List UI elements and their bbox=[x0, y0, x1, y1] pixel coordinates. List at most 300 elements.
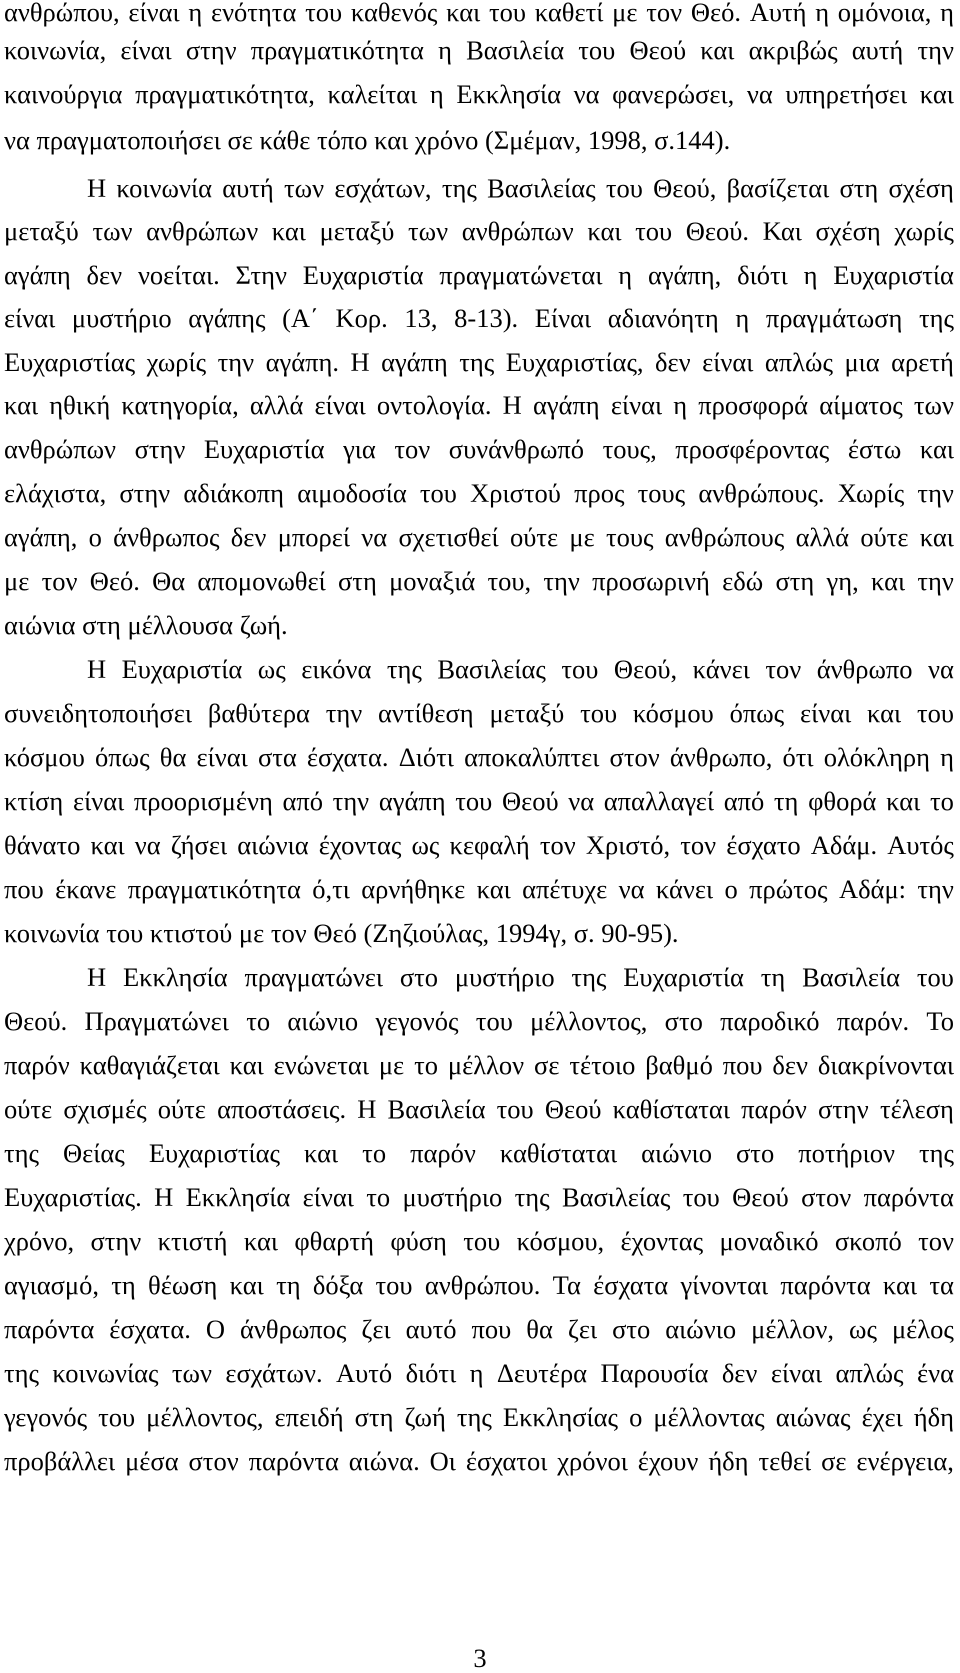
word: είναι bbox=[799, 698, 852, 728]
word: (Α΄ bbox=[282, 303, 319, 333]
word: και bbox=[271, 216, 306, 246]
word: πραγματικότητα bbox=[127, 874, 301, 904]
word: γεγονός bbox=[4, 1402, 88, 1432]
word: Είναι bbox=[534, 303, 592, 333]
text-line bbox=[4, 1269, 954, 1301]
word: Θεό. bbox=[690, 0, 741, 27]
word: παρόν bbox=[410, 1138, 476, 1168]
word: και bbox=[919, 434, 954, 464]
word: και bbox=[587, 216, 622, 246]
word: που bbox=[4, 874, 44, 904]
word: υπηρετήσει bbox=[785, 79, 908, 109]
word: την bbox=[917, 35, 954, 65]
word: μπορεί bbox=[277, 522, 351, 552]
text-line bbox=[4, 78, 954, 110]
word: Θεού bbox=[629, 35, 687, 65]
word: τον bbox=[680, 830, 717, 860]
word: του bbox=[455, 786, 493, 816]
word: η bbox=[803, 260, 818, 290]
word: Θεού bbox=[501, 786, 559, 816]
word: τεθεί bbox=[758, 1446, 812, 1476]
word: προσφέροντας bbox=[675, 434, 830, 464]
word: του bbox=[605, 173, 643, 203]
word: Εκκλησία bbox=[185, 1182, 291, 1212]
text-line bbox=[4, 1005, 954, 1037]
word: με bbox=[378, 1050, 405, 1080]
word: ενέργεια, bbox=[856, 1446, 954, 1476]
word: πραγματώνεται bbox=[439, 260, 603, 290]
word: είναι bbox=[196, 742, 248, 772]
word: τον bbox=[41, 566, 78, 596]
word: Η bbox=[87, 654, 107, 684]
word: μοναδικό bbox=[719, 1226, 819, 1256]
text-line bbox=[4, 1049, 954, 1081]
text-line bbox=[4, 0, 954, 28]
text-line bbox=[4, 1225, 954, 1257]
word: φθαρτή bbox=[294, 1226, 374, 1256]
word: να bbox=[746, 79, 773, 109]
word: ομόνοια, bbox=[837, 0, 932, 27]
word: ελάχιστα, bbox=[4, 478, 107, 508]
word: άνθρωπος bbox=[240, 1314, 347, 1344]
word: Ευχαριστίας, bbox=[505, 347, 644, 377]
text-line bbox=[87, 961, 954, 993]
word: Ευχαριστία bbox=[833, 260, 954, 290]
word: αγάπη. bbox=[265, 347, 339, 377]
word: μια bbox=[844, 347, 880, 377]
word: καθίσταται bbox=[612, 1094, 730, 1124]
word: αγάπη bbox=[4, 260, 71, 290]
word: αγιασμό, bbox=[4, 1270, 99, 1300]
word: θέωση bbox=[148, 1270, 218, 1300]
word: αδιανόητη bbox=[607, 303, 719, 333]
word: και bbox=[870, 566, 906, 596]
word: πρώτος bbox=[749, 874, 828, 904]
word: θα bbox=[526, 1314, 553, 1344]
word: ποτήριον bbox=[798, 1138, 895, 1168]
word: η bbox=[188, 0, 203, 27]
text-line bbox=[4, 302, 954, 334]
word: Βασιλεία bbox=[466, 35, 565, 65]
text-line bbox=[4, 215, 954, 247]
word: των bbox=[284, 173, 325, 203]
word: παρόντα bbox=[248, 1446, 339, 1476]
word: ανθρώπου, bbox=[4, 0, 120, 27]
text-line-content: αιώνια στη μέλλουσα ζωή. bbox=[4, 610, 288, 640]
word: Βασιλείας bbox=[487, 173, 596, 203]
word: κατηγορία, bbox=[121, 390, 239, 420]
word: στον bbox=[801, 1182, 852, 1212]
word: Διότι bbox=[398, 742, 454, 772]
word: τους bbox=[637, 478, 686, 508]
word: του bbox=[419, 478, 457, 508]
text-line bbox=[4, 1357, 954, 1389]
word: προορισμένη bbox=[133, 786, 273, 816]
word: καθενός bbox=[350, 0, 438, 27]
word: των bbox=[92, 216, 133, 246]
word: καινούργια bbox=[4, 79, 123, 109]
word: της bbox=[456, 1402, 492, 1432]
word: να bbox=[361, 522, 388, 552]
text-line bbox=[4, 259, 954, 291]
word: ούτε bbox=[157, 1094, 206, 1124]
word: τον bbox=[918, 1226, 954, 1256]
word: ο bbox=[88, 522, 102, 552]
word: Θείας bbox=[63, 1138, 125, 1168]
word: κεφαλή bbox=[449, 830, 530, 860]
word: Θεού, bbox=[653, 173, 717, 203]
word: του bbox=[475, 1006, 513, 1036]
word: Ευχαριστίας bbox=[148, 1138, 280, 1168]
word: το bbox=[929, 786, 954, 816]
word: ο bbox=[629, 1402, 643, 1432]
text-line bbox=[4, 521, 954, 553]
word: Θεού. bbox=[4, 1006, 68, 1036]
word: της bbox=[918, 1138, 954, 1168]
word: μέλλον bbox=[447, 1050, 525, 1080]
word: του bbox=[561, 654, 599, 684]
word: αντίθεση bbox=[378, 698, 474, 728]
word: αγάπη bbox=[378, 786, 446, 816]
word: Η bbox=[87, 173, 107, 203]
word: αιώνιο bbox=[665, 1314, 737, 1344]
word: την bbox=[917, 566, 954, 596]
word: του, bbox=[487, 566, 532, 596]
word: ούτε bbox=[4, 1094, 53, 1124]
text-line bbox=[4, 477, 954, 509]
word: μέλλοντας bbox=[653, 1402, 765, 1432]
word: του bbox=[496, 1094, 534, 1124]
word: ανθρώπους. bbox=[698, 478, 825, 508]
word: στη bbox=[839, 173, 879, 203]
word: παρόν bbox=[4, 1050, 70, 1080]
word: ό,τι bbox=[312, 874, 350, 904]
word: διότι bbox=[405, 1358, 457, 1388]
word: ζωή bbox=[404, 1402, 446, 1432]
word: η bbox=[673, 390, 688, 420]
word: Χωρίς bbox=[837, 478, 905, 508]
word: έστω bbox=[847, 434, 902, 464]
word: έχει bbox=[861, 1402, 903, 1432]
word: τέτοιο bbox=[569, 1050, 636, 1080]
word: και bbox=[4, 390, 39, 420]
word: χρόνο, bbox=[4, 1226, 75, 1256]
word: σχέση bbox=[815, 216, 881, 246]
text-line bbox=[4, 697, 954, 729]
word: η bbox=[815, 0, 830, 27]
word: του bbox=[98, 1402, 136, 1432]
word: όπως bbox=[95, 742, 150, 772]
word: στο bbox=[399, 962, 439, 992]
word: άνθρωπο bbox=[816, 654, 913, 684]
word: συνάνθρωπό bbox=[448, 434, 585, 464]
word: χωρίς bbox=[894, 216, 954, 246]
word: τον bbox=[539, 830, 576, 860]
word: σε bbox=[534, 1050, 560, 1080]
word: έσχατα. bbox=[109, 1314, 191, 1344]
word: των bbox=[408, 216, 449, 246]
word: είναι bbox=[72, 786, 125, 816]
word: μέλλοντος, bbox=[146, 1402, 264, 1432]
word: που bbox=[722, 1050, 763, 1080]
word: φανερώσει, bbox=[612, 79, 735, 109]
text-line bbox=[4, 1137, 954, 1169]
word: τους bbox=[606, 522, 654, 552]
word: είναι bbox=[610, 390, 663, 420]
word: να bbox=[928, 654, 954, 684]
word: ως bbox=[849, 1314, 877, 1344]
word: που bbox=[471, 1314, 512, 1344]
word: και bbox=[700, 35, 735, 65]
word: Θα bbox=[152, 566, 186, 596]
word: εικόνα bbox=[301, 654, 372, 684]
word: Χριστό, bbox=[585, 830, 671, 860]
word: Πραγματώνει bbox=[84, 1006, 229, 1036]
word: αγάπης bbox=[188, 303, 266, 333]
word: να bbox=[618, 874, 645, 904]
word: απλώς bbox=[835, 1358, 904, 1388]
word: της bbox=[441, 173, 477, 203]
word: δεν bbox=[772, 1050, 808, 1080]
word: κόσμου bbox=[632, 698, 714, 728]
word: Ευχαριστία bbox=[121, 654, 243, 684]
word: έχοντας bbox=[620, 1226, 704, 1256]
word: έκανε bbox=[55, 874, 117, 904]
word: φθορά bbox=[808, 786, 877, 816]
word: των bbox=[171, 1358, 212, 1388]
word: και bbox=[243, 1226, 279, 1256]
word: στην bbox=[185, 35, 237, 65]
word: Ο bbox=[205, 1314, 226, 1344]
word: στην bbox=[119, 478, 171, 508]
word: Βασιλεία bbox=[802, 962, 901, 992]
text-line bbox=[4, 609, 954, 641]
word: της bbox=[4, 1358, 40, 1388]
word: μεταξύ bbox=[489, 698, 565, 728]
word: μέσα bbox=[125, 1446, 179, 1476]
word: του bbox=[635, 216, 673, 246]
word: στο bbox=[664, 1006, 703, 1036]
word: χρόνοι bbox=[557, 1446, 628, 1476]
word: αιώνας bbox=[775, 1402, 851, 1432]
word: είναι bbox=[702, 347, 754, 377]
text-line bbox=[4, 346, 954, 378]
word: αδιάκοπη bbox=[183, 478, 285, 508]
word: δεν bbox=[86, 260, 123, 290]
word: διότι bbox=[737, 260, 788, 290]
word: Θεού bbox=[544, 1094, 602, 1124]
word: μέλος bbox=[891, 1314, 954, 1344]
word: ζει bbox=[361, 1314, 391, 1344]
word: άνθρωπο, bbox=[669, 742, 773, 772]
word: καθετί bbox=[534, 0, 604, 27]
word: Η bbox=[502, 390, 522, 420]
word: είναι bbox=[302, 1182, 354, 1212]
word: είναι bbox=[120, 35, 172, 65]
word: Κορ. bbox=[335, 303, 388, 333]
word: το bbox=[414, 1050, 438, 1080]
word: είναι bbox=[128, 0, 180, 27]
word: του bbox=[916, 962, 954, 992]
word: σχέση bbox=[888, 173, 954, 203]
word: στη bbox=[338, 566, 377, 596]
page-number: 3 bbox=[473, 1643, 487, 1673]
word: σχισμές bbox=[63, 1094, 147, 1124]
word: βαθμό bbox=[645, 1050, 713, 1080]
word: θάνατο bbox=[4, 830, 81, 860]
word: Θεού. bbox=[685, 216, 750, 246]
word: αιώνα. bbox=[348, 1446, 420, 1476]
word: κοινωνία bbox=[116, 173, 212, 203]
word: ηθική bbox=[49, 390, 111, 420]
word: νοείται. bbox=[137, 260, 220, 290]
word: αιώνια bbox=[237, 830, 309, 860]
word: η bbox=[735, 303, 750, 333]
word: Η bbox=[350, 347, 370, 377]
word: η bbox=[940, 0, 954, 27]
word: είναι bbox=[4, 303, 56, 333]
word: από bbox=[723, 786, 765, 816]
word: παρόντα bbox=[4, 1314, 95, 1344]
word: παρόν. bbox=[836, 1006, 910, 1036]
word: Οι bbox=[429, 1446, 456, 1476]
word: Ευχαριστία bbox=[623, 962, 744, 992]
word: έσχατο bbox=[726, 830, 801, 860]
word: της bbox=[571, 962, 607, 992]
word: Χριστού bbox=[470, 478, 561, 508]
word: πραγματικότητα bbox=[250, 35, 424, 65]
text-line bbox=[4, 389, 954, 421]
text-line bbox=[4, 565, 954, 597]
word: την bbox=[217, 347, 255, 377]
word: Βασιλεία bbox=[387, 1094, 486, 1124]
word: του bbox=[305, 0, 343, 27]
word: ενότητα bbox=[210, 0, 297, 27]
text-line bbox=[4, 741, 954, 773]
word: με bbox=[4, 566, 30, 596]
word: η bbox=[469, 1358, 484, 1388]
word: έσχατοι bbox=[465, 1446, 548, 1476]
word: προς bbox=[574, 478, 625, 508]
word: Δευτέρα bbox=[496, 1358, 588, 1388]
word: στην bbox=[90, 1226, 142, 1256]
word: του bbox=[682, 1182, 720, 1212]
word: ολόκληρη bbox=[823, 742, 930, 772]
word: οντολογία. bbox=[376, 390, 492, 420]
word: και bbox=[867, 698, 902, 728]
word: Θεό. bbox=[89, 566, 140, 596]
word: Η bbox=[357, 1094, 377, 1124]
word: το bbox=[366, 1182, 391, 1212]
word: ανθρώπων bbox=[461, 216, 574, 246]
word: πραγματικότητα, bbox=[135, 79, 315, 109]
word: προσωρινή bbox=[592, 566, 710, 596]
word: δεν bbox=[230, 522, 267, 552]
word: επειδή bbox=[274, 1402, 344, 1432]
word: καλείται bbox=[327, 79, 418, 109]
word: Αυτό bbox=[335, 1358, 393, 1388]
word: δεν bbox=[655, 347, 691, 377]
word: έχουν bbox=[637, 1446, 699, 1476]
word: τη bbox=[760, 962, 786, 992]
word: και bbox=[919, 522, 954, 552]
word: της bbox=[918, 303, 954, 333]
text-line bbox=[4, 1445, 954, 1477]
word: έσχατα. bbox=[306, 742, 389, 772]
word: στο bbox=[612, 1314, 651, 1344]
word: ως bbox=[411, 830, 440, 860]
word: στον bbox=[609, 742, 660, 772]
word: απλώς bbox=[764, 347, 833, 377]
word: την bbox=[917, 874, 954, 904]
word: συνειδητοποιήσει bbox=[4, 698, 193, 728]
text-line bbox=[4, 1093, 954, 1125]
word: εδώ bbox=[722, 566, 764, 596]
word: ανθρώπου. bbox=[424, 1270, 541, 1300]
word: προβάλλει bbox=[4, 1446, 116, 1476]
word: Εκκλησία bbox=[456, 79, 562, 109]
word: του bbox=[489, 0, 527, 27]
word: μυστήριο bbox=[402, 1182, 503, 1212]
word: το bbox=[362, 1138, 387, 1168]
word: Αυτός bbox=[887, 830, 954, 860]
word: να bbox=[573, 79, 600, 109]
word: γη, bbox=[826, 566, 859, 596]
word: αυτό bbox=[405, 1314, 457, 1344]
word: αρνήθηκε bbox=[361, 874, 466, 904]
word: αρετή bbox=[891, 347, 954, 377]
word: ως bbox=[257, 654, 286, 684]
word: αυτή bbox=[222, 173, 274, 203]
word: απέτυχε bbox=[522, 874, 608, 904]
word: κάνει bbox=[692, 654, 750, 684]
word: αλλά bbox=[795, 522, 850, 552]
word: του bbox=[578, 35, 616, 65]
word: διακρίνονται bbox=[817, 1050, 954, 1080]
word: Ευχαριστίας bbox=[4, 347, 136, 377]
word: φύση bbox=[390, 1226, 447, 1256]
word: ανθρώπων bbox=[146, 216, 259, 246]
word: και bbox=[229, 1270, 264, 1300]
word: αιμοδοσία bbox=[297, 478, 407, 508]
word: αίματος bbox=[819, 390, 903, 420]
text-line bbox=[4, 34, 954, 66]
text-line-content: κοινωνία του κτιστού με τον Θεό (Ζηζιούλας, 1994γ, σ. 90-95). bbox=[4, 918, 679, 948]
word: στην bbox=[818, 1094, 869, 1124]
text-line bbox=[4, 1313, 954, 1345]
word: Η bbox=[87, 962, 107, 992]
word: μεταξύ bbox=[4, 216, 79, 246]
word: γεγονός bbox=[375, 1006, 459, 1036]
word: Αυτή bbox=[749, 0, 807, 27]
word: ήδη bbox=[913, 1402, 954, 1432]
text-line bbox=[87, 172, 954, 204]
word: ενώνεται bbox=[273, 1050, 369, 1080]
text-line-content: να πραγματοποιήσει σε κάθε τόπο και χρόνο (Σμέμαν, 1998, σ.144). bbox=[4, 125, 731, 155]
word: ούτε bbox=[860, 522, 909, 552]
word: του bbox=[375, 1270, 413, 1300]
word: της bbox=[514, 1182, 550, 1212]
word: να bbox=[134, 830, 161, 860]
word: Τα bbox=[552, 1270, 581, 1300]
word: Εκκλησίας bbox=[502, 1402, 619, 1432]
word: αγάπη bbox=[381, 347, 448, 377]
word: Η bbox=[154, 1182, 174, 1212]
word: από bbox=[282, 786, 323, 816]
word: παροδικό bbox=[720, 1006, 820, 1036]
word: τον bbox=[646, 0, 683, 27]
word: Αδάμ. bbox=[810, 830, 878, 860]
